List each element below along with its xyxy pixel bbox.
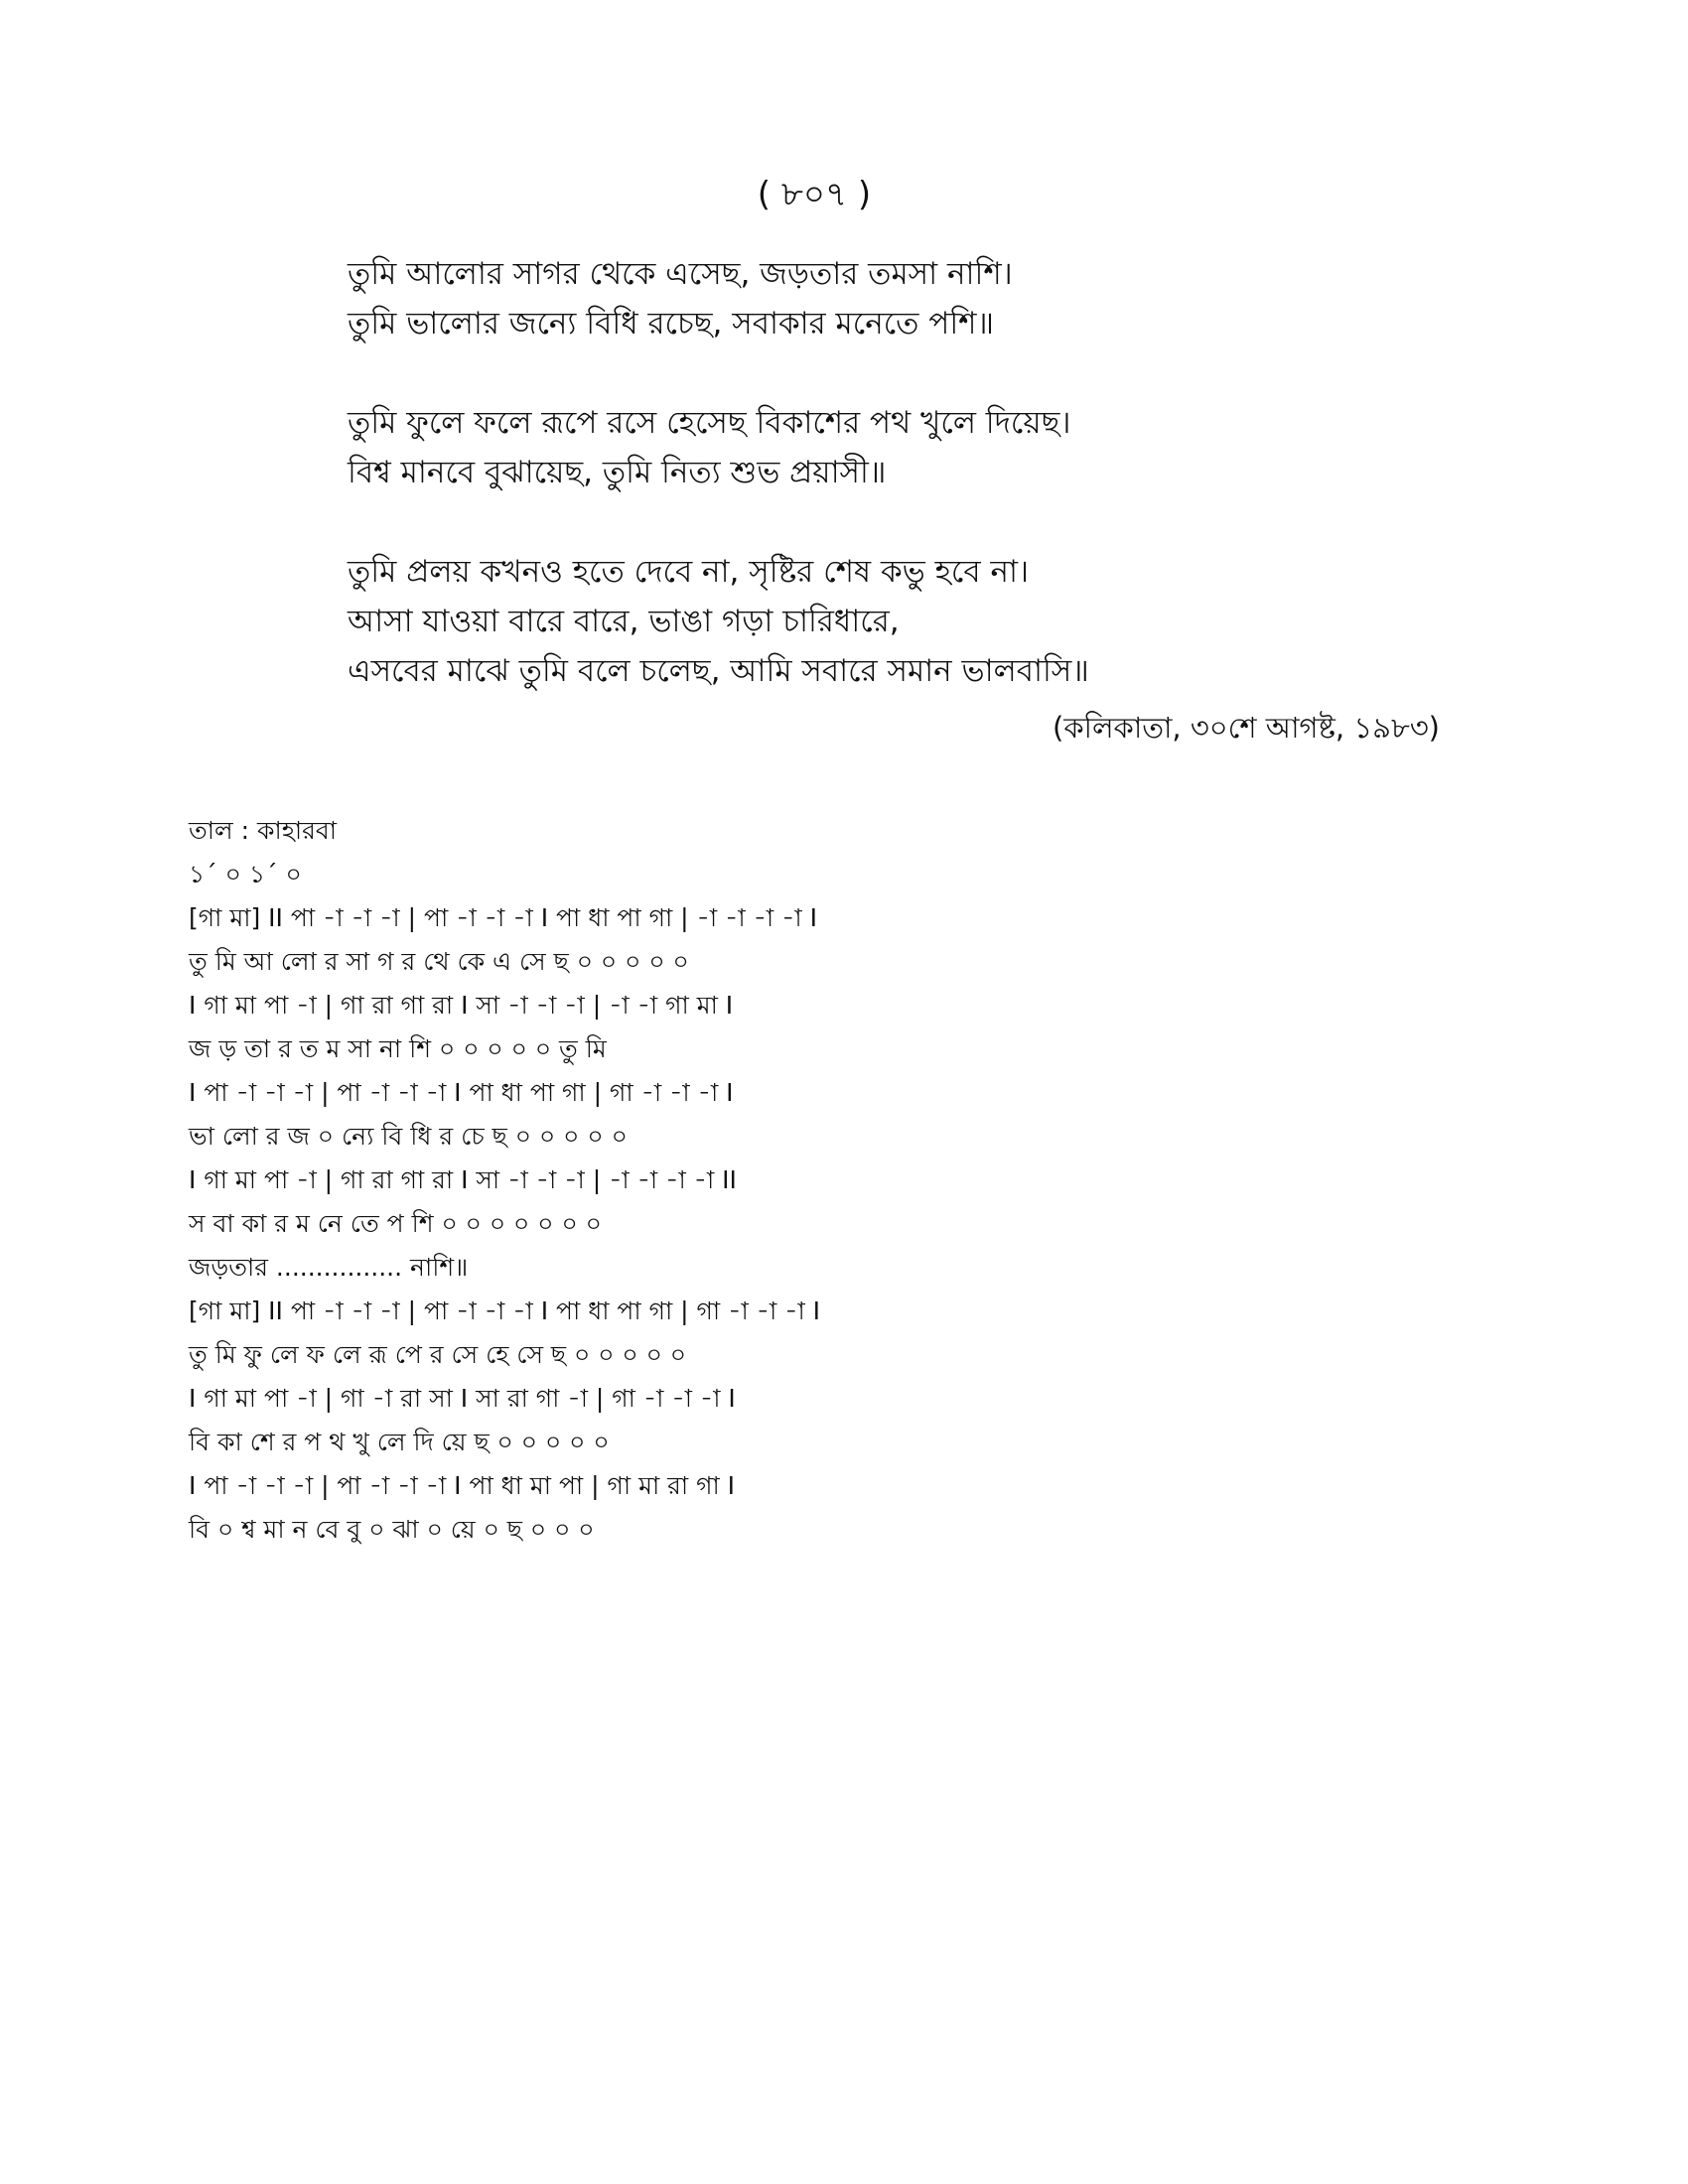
music-notation: তাল : কাহারবা ১´ ০ ১´ ০ [গা মা] II পা -া -া -া | পা -া -া -া I পা ধা পা গা | -া -া -া -া I তু মি আ লো র সা গ র থে কে এ সে ছ ০ ০ ০ ০ ০ I গা মা পা -া | গা রা গা রা I সা -া -া -া | -া -া গা মা I জ ড় তা র ত ম সা না শি ০ ০ ০ ০ ০ তু মি I পা -া -া -া | পা -া -া -া I পা ধা পা গা | গা -া -া -া I ভা লো র জ ০ ন্যে বি ধি র চে ছ ০ ০ ০ ০ ০ I গা মা পা -া | গা রা গা রা I সা -া -া -া | -া -া -া -া II স বা কা র ম নে তে প শি ০ ০ ০ ০ ০ ০ ০ জড়তার ................ নাশি॥ [গা মা] II পা -া -া -া | পা -া -া -া I পা ধা পা গা | গা -া -া -া I তু মি ফু লে ফ লে রূ পে র সে হে সে ছ ০ ০ ০ ০ ০ I গা মা পা -া | গা -া রা সা I সা রা গা -া | গা -া -া -া I বি কা শে র প থ খু লে দি য়ে ছ ০ ০ ০ ০ ০ I পা -া -া -া | পা -া -া -া I পা ধা মা পা | গা মা রা গা I বি ০ শ্ব মা ন বে বু ০ ঝা ০ য়ে ০ ছ ০ ০ ০ <box>189 816 821 1544</box>
page-number: ( ৮০৭ ) <box>757 175 872 214</box>
place-date: (কলিকাতা, ৩০শে আগষ্ট, ১৯৮৩) <box>1053 711 1440 745</box>
song-lyrics: তুমি আলোর সাগর থেকে এসেছ, জড়তার তমসা নাশি। তুমি ভালোর জন্যে বিধি রচেছ, সবাকার মনেতে পশি॥ তুমি ফুলে ফলে রূপে রসে হেসেছ বিকাশের পথ খুলে দিয়েছ। বিশ্ব মানবে বুঝায়েছ, তুমি নিত্য শুভ প্রয়াসী॥ তুমি প্রলয় কখনও হতে দেবে না, সৃষ্টির শেষ কভু হবে না। আসা যাওয়া বারে বারে, ভাঙা গড়া চারিধারে, এসবের মাঝে তুমি বলে চলেছ, আমি সবারে সমান ভালবাসি॥ <box>348 256 1089 689</box>
